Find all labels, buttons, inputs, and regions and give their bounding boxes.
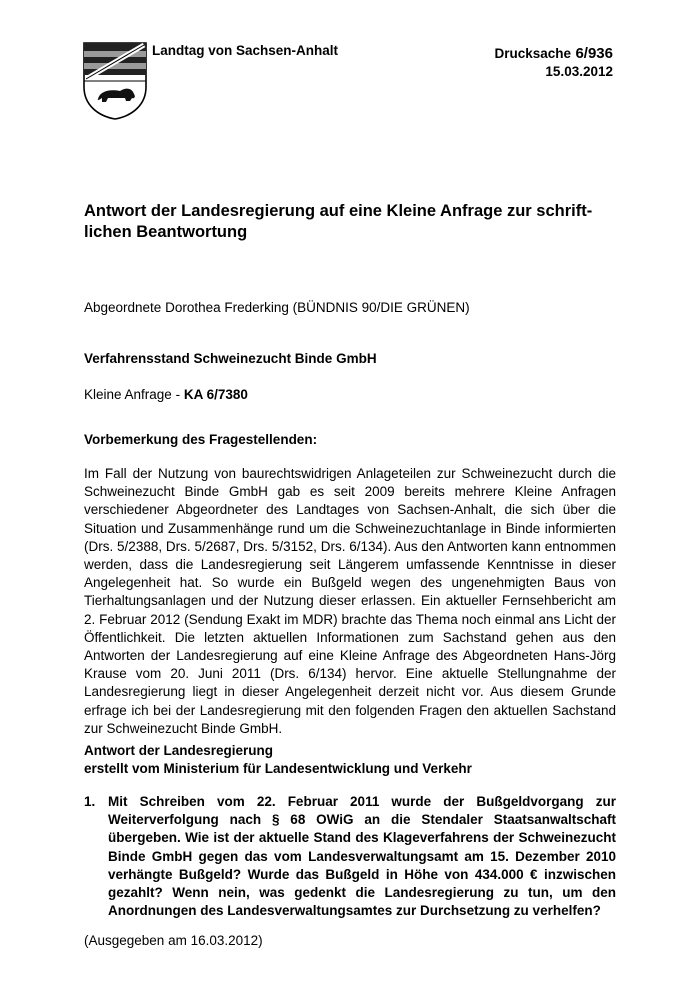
inquiry-label: Kleine Anfrage - [84, 387, 184, 402]
member-of-parliament: Abgeordnete Dorothea Frederking (BÜNDNIS 90/DIE GRÜNEN) [84, 300, 470, 315]
document-reference [494, 45, 613, 79]
question-number: 1. [84, 794, 96, 809]
drucksache-number: 6/936 [575, 45, 613, 62]
parliament-name: Landtag von Sachsen-Anhalt [152, 43, 339, 58]
inquiry-reference [84, 387, 248, 402]
document-date: 15.03.2012 [545, 64, 613, 79]
preliminary-text: Im Fall der Nutzung von baurechtswidrigen Anlageteilen zur Schweinezucht durch die Schweinezucht Binde GmbH gab es seit 2009 bereits mehrere Kleine Anfragen verschiedener Abgeordneter des Landtages von Sachsen-Anhalt, die sich über die Situation und Zusammenhänge rund um die Schweinezuchtanlage in Binde informierten (Drs. 5/2388, Drs. 5/2687, Drs. 5/3152, Drs. 6/134). Aus den Antworten kann entnommen werden, dass die Landesregierung seit Längerem umfassende Kenntnisse in dieser Angelegenheit hat. So wurde ein Bußgeld wegen des ungenehmigten Baus von Tierhaltungsanlagen und der Nutzung dieser erlassen. Ein aktueller Fernsehbericht am 2. Februar 2012 (Sendung Exakt im MDR) brachte das Thema noch einmal ans Licht der Öffentlichkeit. Die letzten aktuellen Informationen zum Sachstand gehen aus den Antworten der Landesregierung auf eine Kleine Anfrage des Abgeordneten Hans-Jörg Krause vom 20. Juni 2011 (Drs. 6/134) hervor. Eine aktuelle Stellungnahme der Landesregierung liegt in dieser Angelegenheit derzeit nicht vor. Aus diesem Grunde erfrage ich bei der Landesregierung mit den folgenden Fragen den aktuellen Sachstand zur Schweinezucht Binde GmbH. [84, 466, 616, 736]
document-title: Antwort der Landesregierung auf eine Kleine Anfrage zur schrift- lichen Beantwortung [84, 202, 593, 241]
drucksache-label: Drucksache [494, 46, 571, 61]
answer-heading-line-2: erstellt vom Ministerium für Landesentwicklung und Verkehr [84, 761, 472, 776]
question-item [84, 793, 616, 920]
inquiry-number: KA 6/7380 [183, 387, 248, 402]
inquiry-subject: Verfahrensstand Schweinezucht Binde GmbH [84, 351, 377, 366]
question-text: Mit Schreiben vom 22. Februar 2011 wurde der Bußgeldvorgang zur Weiterverfolgung nach § 68 OWiG an die Stendaler Staatsanwaltschaft übergeben. Wie ist der aktuelle Stand des Klageverfahrens der Schweinezucht Binde GmbH gegen das vom Landesverwaltungsamt am 15. Dezember 2010 verhängte Bußgeld? Wurde das Bußgeld in Höhe von 434.000 € inzwischen gezahlt? Wenn nein, was gedenkt die Landesregierung zu tun, um den Anordnungen des Landesverwaltungsamtes zur Durchsetzung zu verhelfen? [108, 794, 616, 919]
answer-heading-line-1: Antwort der Landesregierung [84, 743, 274, 758]
preliminary-heading: Vorbemerkung des Fragestellenden: [84, 432, 318, 447]
issued-date: (Ausgegeben am 16.03.2012) [84, 933, 263, 948]
answer-heading [84, 742, 472, 778]
coat-of-arms-icon [82, 41, 148, 121]
